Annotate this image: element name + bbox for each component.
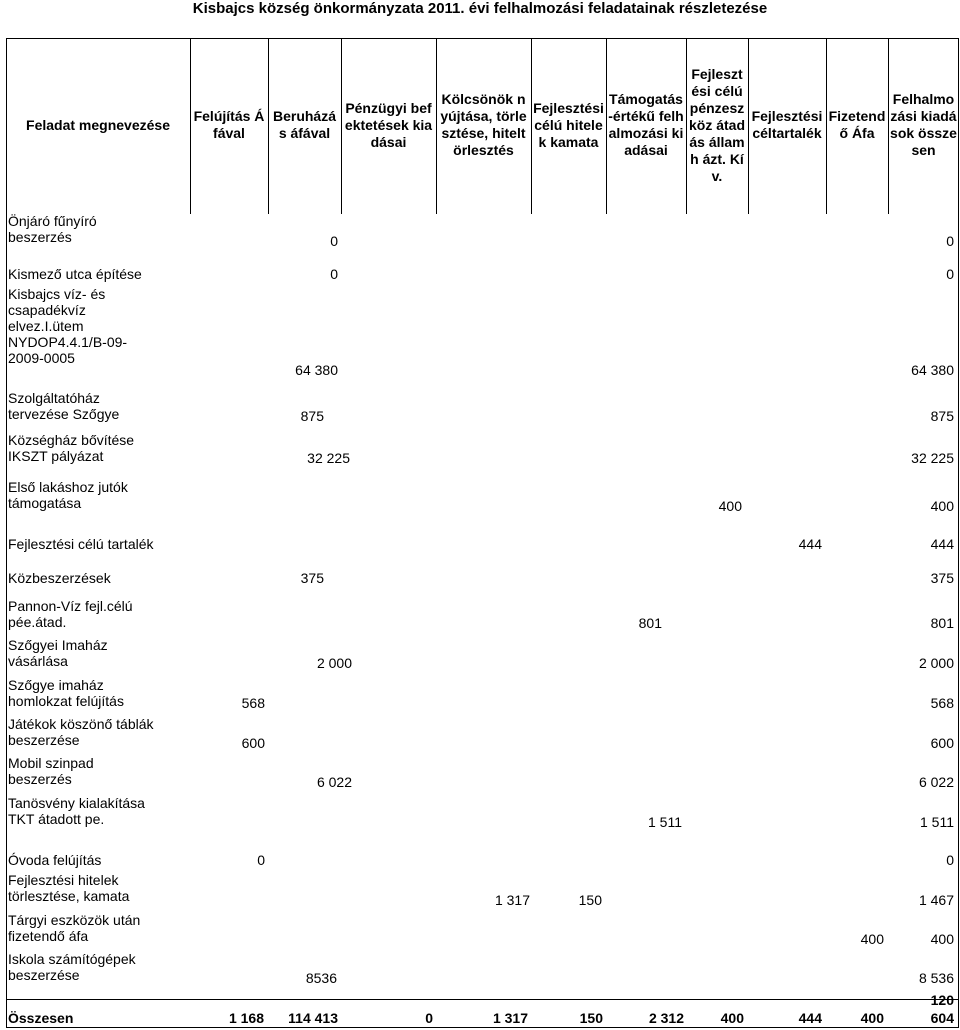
cell-felujitas: 0 <box>257 852 265 868</box>
header-tartalek: Fejlesztési céltartalék <box>751 108 823 141</box>
col-divider <box>341 38 342 214</box>
cell-osszesen: 400 <box>930 931 954 947</box>
total-osszesen-line1: 120 <box>930 992 954 1008</box>
cell-osszesen: 568 <box>930 695 954 711</box>
col-divider <box>531 38 532 214</box>
col-divider <box>190 38 191 214</box>
header-beruhazas: Beruházás áfával <box>272 108 337 141</box>
row-label: Községház bővítése IKSZT pályázat <box>8 432 135 464</box>
col-divider <box>748 38 749 214</box>
cell-osszesen: 1 511 <box>920 814 954 830</box>
row-label: Kismező utca építése <box>8 266 142 282</box>
total-tamogatas: 2 312 <box>648 1010 684 1026</box>
col-divider <box>686 38 687 214</box>
row-label: Fejlesztési hitelek törlesztése, kamata <box>8 872 130 904</box>
cell-beruhazas: 875 <box>300 408 324 424</box>
total-hitel-kamata: 150 <box>579 1010 603 1026</box>
total-afa: 400 <box>860 1010 884 1026</box>
cell-beruhazas: 8536 <box>305 970 337 986</box>
cell-osszesen: 32 225 <box>911 450 954 466</box>
row-label: Játékok köszönő táblák beszerzése <box>8 716 154 748</box>
cell-beruhazas: 32 225 <box>307 450 350 466</box>
cell-osszesen: 375 <box>930 570 954 586</box>
row-label: Fejlesztési célú tartalék <box>8 536 154 552</box>
cell-osszesen: 1 467 <box>918 892 954 908</box>
cell-afa: 400 <box>860 931 884 947</box>
row-label: Szolgáltatóház tervezése Szőgye <box>8 390 120 422</box>
cell-beruhazas: 0 <box>330 233 338 249</box>
header-penzugyi: Pénzügyi befektetések kiadásai <box>344 99 433 150</box>
cell-osszesen: 400 <box>930 498 954 514</box>
total-penzeszkoz: 400 <box>720 1010 744 1026</box>
cell-osszesen: 64 380 <box>911 362 954 378</box>
cell-beruhazas: 6 022 <box>316 774 352 790</box>
cell-osszesen: 801 <box>930 615 954 631</box>
row-label: Tárgyi eszközök után fizetendő áfa <box>8 912 141 944</box>
cell-felujitas: 568 <box>241 695 265 711</box>
cell-osszesen: 875 <box>930 408 954 424</box>
row-label: Óvoda felújítás <box>8 852 102 868</box>
row-label: Mobil szinpad beszerzés <box>8 755 94 787</box>
total-label: Összesen <box>8 1010 74 1026</box>
cell-felujitas: 600 <box>241 735 265 751</box>
cell-osszesen: 0 <box>946 852 954 868</box>
total-felujitas: 1 168 <box>228 1010 264 1026</box>
cell-beruhazas: 64 380 <box>295 362 338 378</box>
total-osszesen-line2: 604 <box>930 1010 954 1026</box>
header-name: Feladat megnevezése <box>26 116 170 133</box>
total-beruhazas: 114 413 <box>288 1010 338 1026</box>
row-label: Kisbajcs víz- és csapadékvíz elvez.I.ütem NYDOP4.4.1/B-09- 2009-0005 <box>8 286 128 366</box>
row-label: Önjáró fűnyíró beszerzés <box>8 213 97 245</box>
header-hitel-kamata: Fejlesztési célú hitelek kamata <box>533 99 604 150</box>
cell-osszesen: 600 <box>930 735 954 751</box>
cell-osszesen: 0 <box>946 233 954 249</box>
cell-beruhazas: 2 000 <box>316 655 352 671</box>
cell-osszesen: 8 536 <box>918 970 954 986</box>
cell-hitel-kamata: 150 <box>578 892 602 908</box>
total-penzugyi: 0 <box>425 1010 433 1026</box>
cell-osszesen: 444 <box>930 536 954 552</box>
col-divider <box>826 38 827 214</box>
header-felujitas: Felújítás Áfával <box>193 108 265 141</box>
cell-osszesen: 0 <box>946 266 954 282</box>
total-kolcsonok: 1 317 <box>492 1010 528 1026</box>
row-label: Tanösvény kialakítása TKT átadott pe. <box>8 795 145 827</box>
col-divider <box>436 38 437 214</box>
page-title: Kisbajcs község önkormányzata 2011. évi felhalmozási feladatainak részletezése <box>192 0 768 17</box>
row-label: Szőgyei Imaház vásárlása <box>8 637 108 669</box>
total-tartalek: 444 <box>798 1010 822 1026</box>
cell-beruhazas: 375 <box>300 570 324 586</box>
row-label: Első lakáshoz jutók támogatása <box>8 479 128 511</box>
row-label: Szőgye imaház homlokzat felújítás <box>8 677 124 709</box>
cell-tartalek: 444 <box>798 536 822 552</box>
cell-tamogatas: 801 <box>638 615 662 631</box>
cell-tamogatas: 1 511 <box>648 814 682 830</box>
header-kolcsonok: Kölcsönök nyújtása, törlesztése, hiteltörlesztés <box>440 91 527 158</box>
cell-osszesen: 2 000 <box>918 655 954 671</box>
total-divider <box>6 999 959 1000</box>
cell-beruhazas: 0 <box>330 266 338 282</box>
col-divider <box>268 38 269 214</box>
cell-osszesen: 6 022 <box>918 774 954 790</box>
cell-kolcsonok: 1 317 <box>494 892 530 908</box>
row-label: Pannon-Víz fejl.célú pée.átad. <box>8 598 133 630</box>
header-tamogatas: Támogatás-értékű felhalmozási kiadásai <box>608 91 684 158</box>
col-divider <box>606 38 607 214</box>
row-label: Iskola számítógépek beszerzése <box>8 951 136 983</box>
row-label: Közbeszerzések <box>8 570 111 586</box>
header-osszesen: Felhalmozási kiadások összesen <box>890 91 957 158</box>
header-afa: Fizetendő Áfa <box>828 108 886 141</box>
col-divider <box>888 38 889 214</box>
header-penzeszkoz: Fejlesztési célú pénzeszköz átadás államh ázt. Kív. <box>688 65 745 184</box>
cell-penzeszkoz: 400 <box>718 498 742 514</box>
